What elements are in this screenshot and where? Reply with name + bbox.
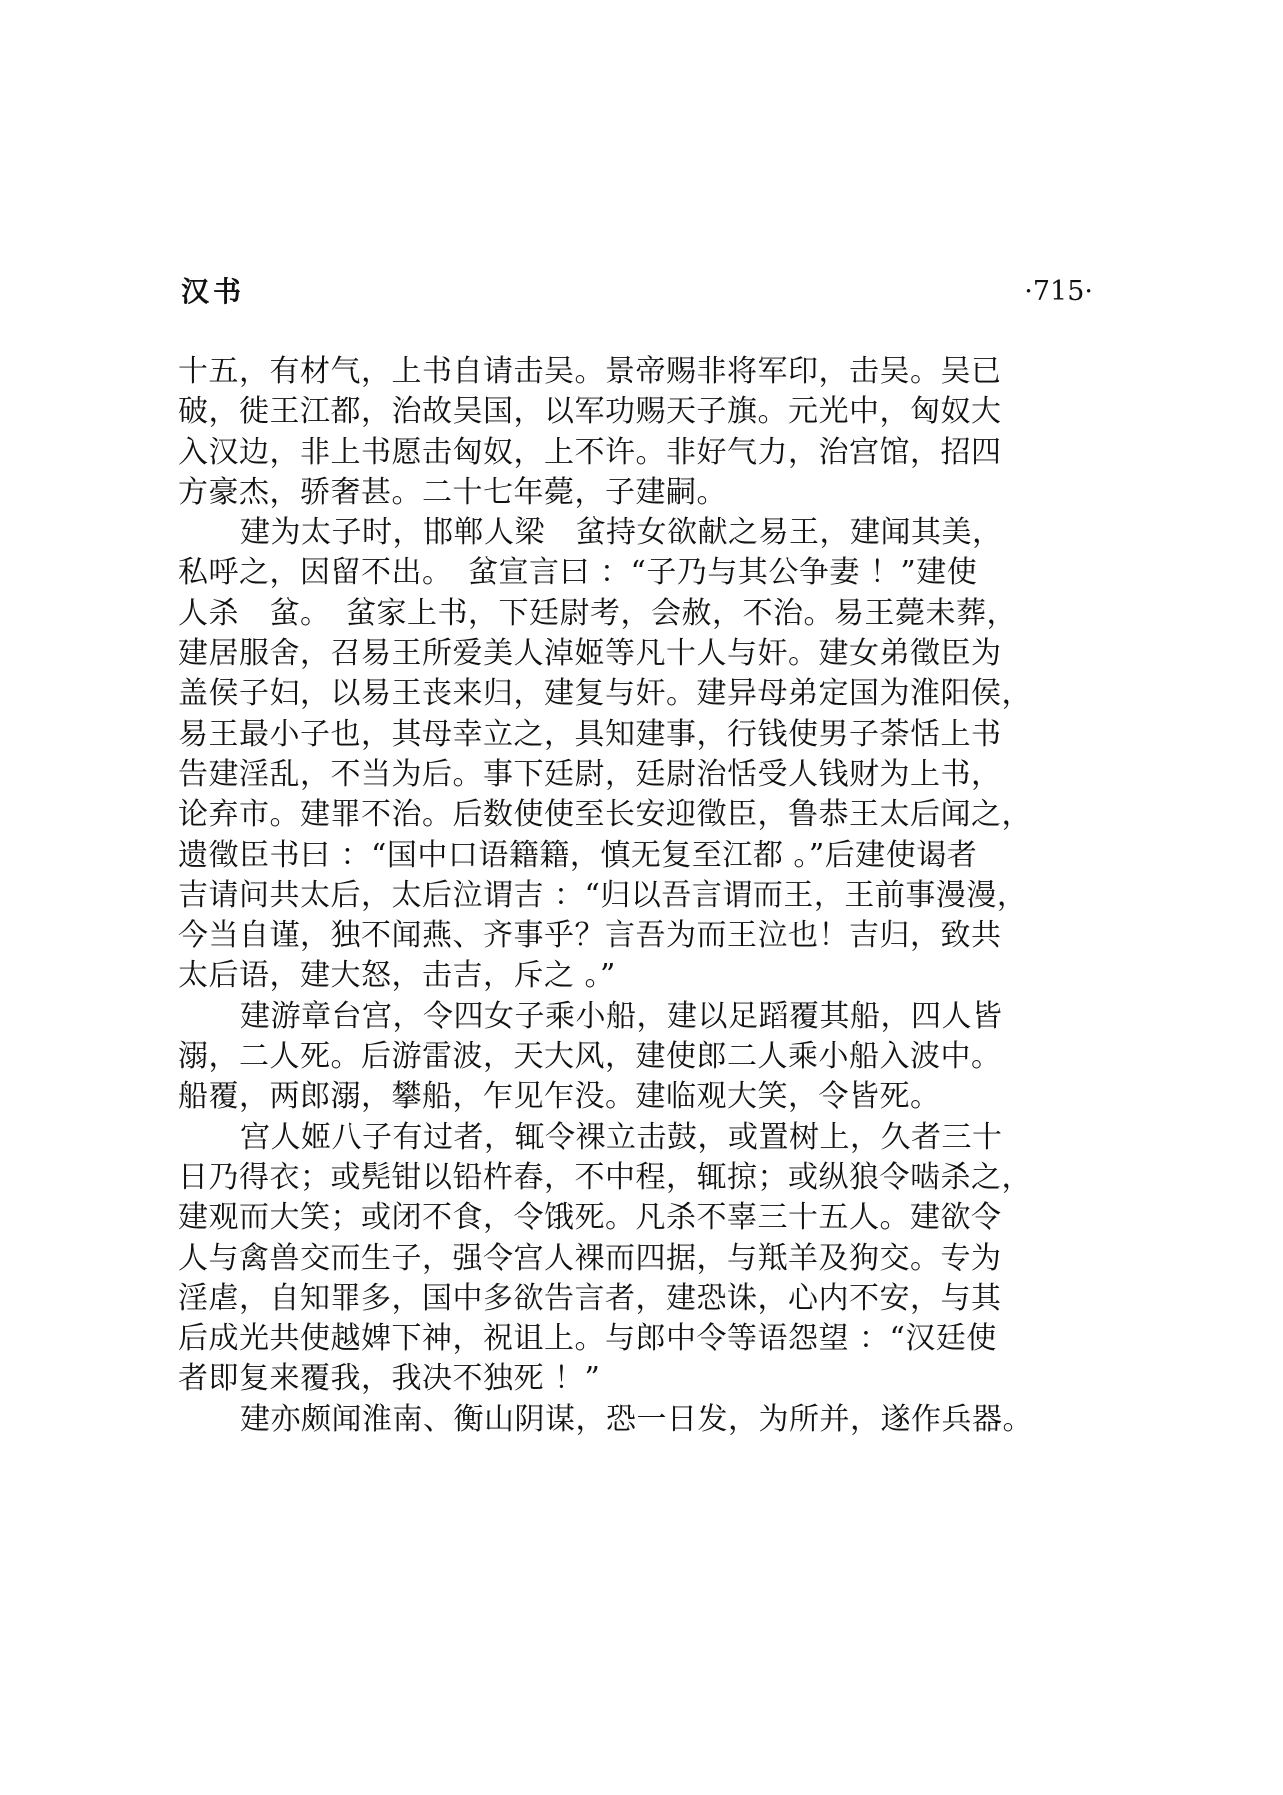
text-line: 破，徙王江都，治故吴国，以军功赐天子旗。元光中，匈奴大 [178, 394, 1002, 430]
text-line: 建游章台宫，令四女子乘小船，建以足蹈覆其船，四人皆 [240, 998, 1003, 1034]
text-line: 十五，有材气，上书自请击吴。景帝赐非将军印，击吴。吴已 [178, 354, 1002, 389]
text-line: 建居服舍，召易王所爱美人淖姬等凡十人与奸。建女弟徵臣为 [178, 636, 1002, 672]
book-title: 汉书 [181, 275, 246, 308]
text-line: 盖侯子妇，以易王丧来归，建复与奸。建异母弟定国为淮阳侯， [178, 676, 1032, 712]
text-line: 入汉边，非上书愿击匈奴，上不许。非好气力，治宫馆，招四 [178, 434, 1002, 470]
page-number: ·715· [1024, 276, 1093, 307]
running-head [0, 272, 1283, 312]
text-line: 私呼之，因留不出。 蚠宣言曰 ：“子乃与其公争妻 ！”建使 [178, 555, 978, 591]
text-line: 溺，二人死。后游雷波，天大风，建使郎二人乘小船入波中。 [178, 1039, 1002, 1075]
text-line: 宫人姬八子有过者，辄令裸立击鼓，或置树上，久者三十 [240, 1119, 1003, 1155]
text-line: 人与禽兽交而生子，强令宫人裸而四据，与羝羊及狗交。专为 [178, 1240, 1002, 1276]
text-line: 吉请问共太后，太后泣谓吉 ：“归以吾言谓而王，王前事漫漫， [178, 877, 1028, 913]
paragraph [178, 1400, 1093, 1440]
text-line: 遗徵臣书曰 ：“国中口语籍籍，慎无复至江都 。”后建使谒者 [178, 837, 978, 873]
text-line: 方豪杰，骄奢甚。二十七年薨，子建嗣。 [178, 474, 727, 510]
text-line: 今当自谨，独不闻燕、齐事乎？言吾为而王泣也！吉归，致共 [178, 918, 1002, 954]
text-line: 淫虐，自知罪多，国中多欲告言者，建恐诛，心内不安，与其 [178, 1280, 1002, 1316]
paragraph [178, 1118, 1093, 1400]
text-line: 者即复来覆我，我决不独死 ！” [178, 1361, 601, 1397]
text-line: 人杀 蚠。 蚠家上书，下廷尉考，会赦，不治。易王薨未葬， [178, 595, 1017, 631]
text-line: 建亦颇闻淮南、衡山阴谋，恐一日发，为所并，遂作兵器。 [240, 1401, 1033, 1437]
text-line: 告建淫乱，不当为后。事下廷尉，廷尉治恬受人钱财为上书， [178, 756, 1002, 792]
text-line: 建为太子时，邯郸人梁 蚠持女欲献之易王，建闻其美， [240, 515, 1003, 551]
text-body [178, 352, 1093, 1440]
text-line: 易王最小子也，其母幸立之，具知建事，行钱使男子荼恬上书 [178, 716, 1002, 752]
text-line: 论弃市。建罪不治。后数使使至长安迎徵臣，鲁恭王太后闻之， [178, 797, 1032, 833]
paragraph [178, 352, 1093, 513]
text-line: 船覆，两郎溺，攀船，乍见乍没。建临观大笑，令皆死。 [178, 1079, 941, 1115]
text-line: 日乃得衣；或髡钳以铅杵舂，不中程，辄掠；或纵狼令啮杀之， [178, 1159, 1032, 1195]
paragraph [178, 997, 1093, 1118]
text-line: 太后语，建大怒，击吉，斥之 。” [178, 958, 616, 994]
text-line: 后成光共使越婢下神，祝诅上。与郎中令等语怨望 ：“汉廷使 [178, 1321, 997, 1357]
text-line: 建观而大笑；或闭不食，令饿死。凡杀不辜三十五人。建欲令 [178, 1200, 1002, 1236]
paragraph [178, 513, 1093, 997]
